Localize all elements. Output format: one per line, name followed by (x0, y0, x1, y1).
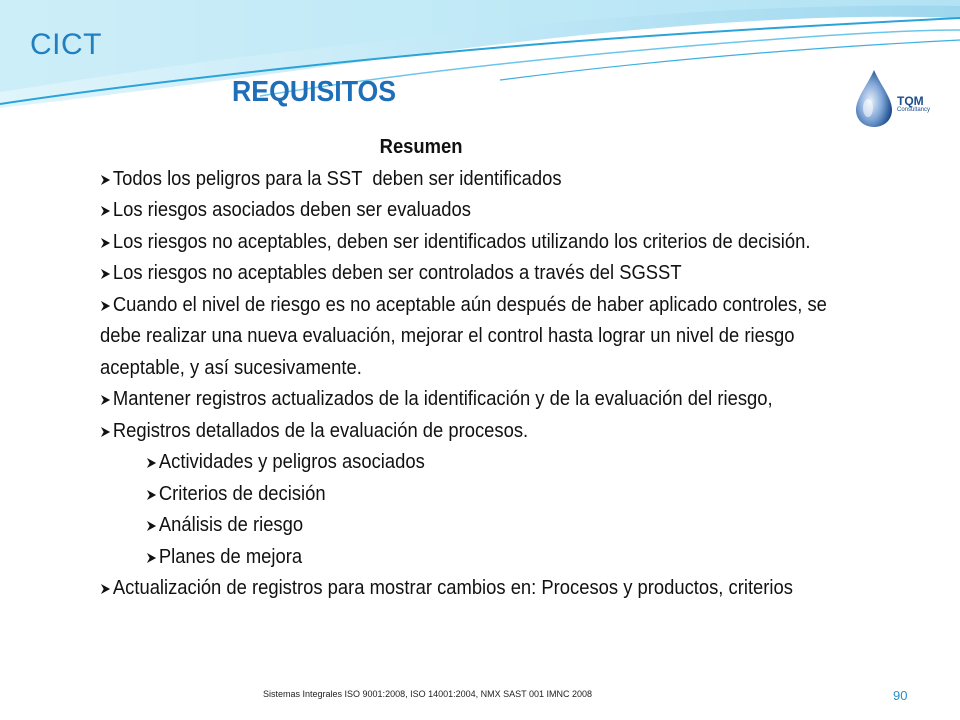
list-item-text: Registros detallados de la evaluación de procesos. (112, 419, 529, 442)
header-wave-decoration (0, 0, 960, 140)
list-item (100, 542, 845, 574)
arrow-bullet-icon (100, 290, 113, 322)
list-item (100, 164, 845, 196)
list-item-text: Todos los peligros para la SST deben ser identificados (112, 167, 562, 190)
list-item (100, 384, 845, 416)
list-item-text: Actualización de registros para mostrar cambios en: Procesos y productos, criterios (112, 577, 793, 599)
list-item-text: Mantener registros actualizados de la identificación y de la evaluación del riesgo, (112, 388, 773, 410)
list-item-text: Los riesgos no aceptables deben ser controlados a través del SGSST (112, 262, 682, 284)
list-item (100, 416, 845, 448)
list-item-text: Los riesgos asociados deben ser evaluados (112, 199, 471, 221)
arrow-bullet-icon (100, 258, 113, 290)
list-item-text: Análisis de riesgo (158, 514, 304, 536)
arrow-bullet-icon (100, 227, 113, 259)
arrow-bullet-icon (146, 479, 159, 511)
arrow-bullet-icon (146, 447, 159, 479)
list-item (100, 227, 845, 259)
list-item-text: Actividades y peligros asociados (158, 451, 425, 473)
logo-sub-text: Consultancy (897, 107, 931, 113)
arrow-bullet-icon (100, 164, 113, 196)
water-drop-logo-icon (850, 66, 898, 130)
summary-heading: Resumen (379, 136, 463, 158)
page-number: 90 (893, 688, 908, 703)
arrow-bullet-icon (146, 542, 159, 574)
arrow-bullet-icon (100, 384, 113, 416)
list-item-text: Cuando el nivel de riesgo es no aceptable aún después de haber aplicado controles, se debe realizar una nueva evaluación, mejorar el control hasta lograr un nivel de riesgo aceptable, y así sucesivamente. (100, 293, 848, 379)
list-item-text: Planes de mejora (158, 545, 303, 568)
arrow-bullet-icon (146, 510, 159, 542)
arrow-bullet-icon (100, 195, 113, 227)
list-item (100, 479, 845, 511)
logo-brand-text: TQM (897, 94, 924, 108)
list-item-text: Criterios de decisión (158, 482, 326, 505)
list-item (100, 573, 845, 605)
page-title: REQUISITOS (232, 76, 397, 108)
list-item-text: Los riesgos no aceptables, deben ser identificados utilizando los criterios de decisión. (112, 230, 811, 253)
footer-text: Sistemas Integrales ISO 9001:2008, ISO 14001:2004, NMX SAST 001 IMNC 2008 (263, 689, 593, 699)
list-item (100, 510, 845, 542)
list-item (100, 290, 848, 385)
summary-list (100, 164, 848, 605)
summary-content (100, 132, 848, 605)
list-item (100, 195, 845, 227)
arrow-bullet-icon (100, 416, 113, 448)
company-logo (850, 66, 940, 130)
organization-name: CICT (30, 28, 102, 61)
list-item (100, 447, 845, 479)
list-item (100, 258, 845, 290)
arrow-bullet-icon (100, 573, 113, 605)
